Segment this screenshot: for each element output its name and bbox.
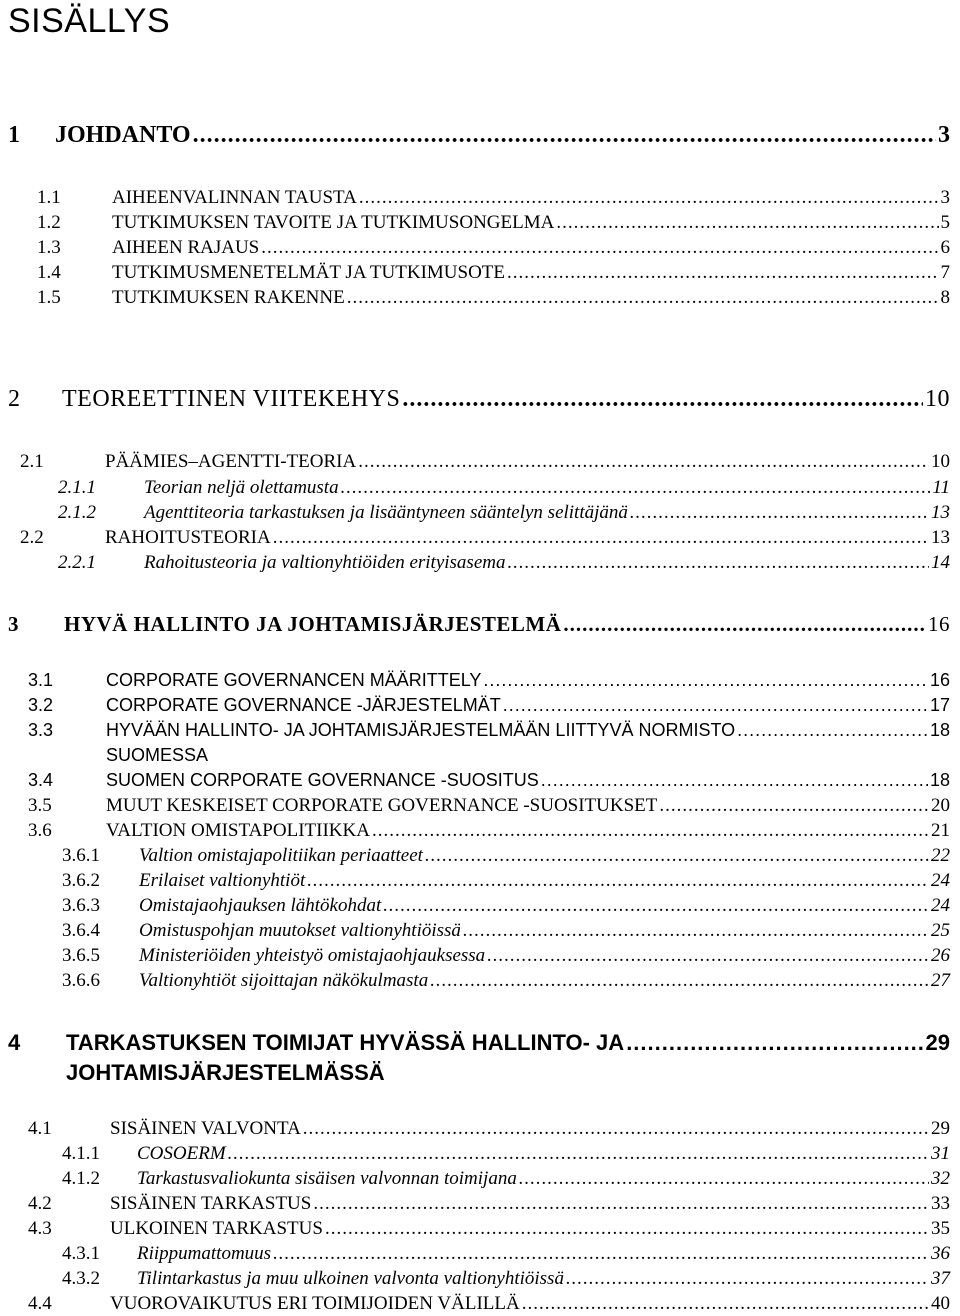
toc-entry[interactable]	[37, 237, 950, 259]
toc-leader	[659, 795, 929, 817]
toc-number: 4.3	[28, 1218, 52, 1239]
toc-page: 24	[931, 870, 950, 891]
toc-label: PÄÄMIES–AGENTTI-TEORIA	[105, 451, 357, 472]
toc-entry[interactable]	[20, 451, 950, 473]
toc-number: 3.5	[28, 795, 52, 816]
toc-leader	[507, 262, 938, 284]
toc-entry[interactable]	[62, 1243, 950, 1265]
toc-number: 3.6	[28, 820, 52, 841]
toc-label: VUOROVAIKUTUS ERI TOIMIJOIDEN VÄLILLÄ	[110, 1293, 520, 1314]
toc-label: TUTKIMUKSEN TAVOITE JA TUTKIMUSONGELMA	[112, 212, 555, 233]
toc-page: 10	[925, 386, 950, 412]
toc-page: 22	[931, 845, 950, 866]
toc-label: Teorian neljä olettamusta	[144, 477, 339, 498]
toc-page: 27	[931, 970, 950, 991]
toc-label: Ministeriöiden yhteistyö omistajaohjauksessa	[139, 945, 486, 966]
toc-leader	[325, 1218, 929, 1240]
toc-entry[interactable]	[8, 1030, 950, 1056]
toc-label: AIHEENVALINNAN TAUSTA	[112, 187, 357, 208]
toc-entry[interactable]	[8, 122, 950, 149]
toc-number: 4.1.2	[62, 1168, 100, 1189]
toc-label: Tilintarkastus ja muu ulkoinen valvonta valtionyhtiöissä	[137, 1268, 564, 1289]
toc-page: 18	[929, 770, 950, 790]
toc-page: 17	[929, 695, 950, 715]
toc-number: 4.2	[28, 1193, 52, 1214]
toc-entry[interactable]	[62, 920, 950, 942]
toc-label: AIHEEN RAJAUS	[112, 237, 260, 258]
toc-entry[interactable]	[58, 502, 950, 524]
toc-entry[interactable]	[28, 1218, 950, 1240]
toc-entry[interactable]	[37, 287, 950, 309]
toc-leader	[303, 1118, 929, 1140]
toc-number: 1.5	[37, 287, 61, 308]
toc-entry[interactable]	[28, 1293, 950, 1315]
toc-leader	[383, 895, 929, 917]
toc-entry[interactable]	[20, 527, 950, 549]
toc-leader	[507, 552, 929, 574]
toc-number: 1.2	[37, 212, 61, 233]
toc-leader	[193, 122, 936, 149]
toc-number: 3.6.2	[62, 870, 100, 891]
toc-number: 3.6.3	[62, 895, 100, 916]
toc-page: 18	[929, 720, 950, 740]
toc-entry[interactable]	[8, 386, 950, 413]
toc-number: 1	[8, 122, 20, 148]
toc-label: HYVÄ HALLINTO JA JOHTAMISJÄRJESTELMÄ	[64, 612, 562, 636]
toc-page: 20	[931, 795, 950, 816]
toc-leader	[307, 870, 929, 892]
toc-number: 3.4	[28, 770, 54, 790]
toc-page: 21	[931, 820, 950, 841]
toc-entry[interactable]	[62, 1168, 950, 1190]
toc-entry[interactable]	[58, 552, 950, 574]
toc-number: 4	[8, 1030, 21, 1055]
page-title: SISÄLLYS	[8, 2, 171, 40]
toc-page: 24	[931, 895, 950, 916]
toc-label: JOHDANTO	[55, 122, 191, 148]
toc-leader	[626, 1030, 923, 1056]
toc-leader	[463, 920, 929, 942]
toc-entry[interactable]	[62, 970, 950, 992]
toc-leader	[273, 1243, 929, 1265]
toc-entry[interactable]	[8, 612, 950, 637]
toc-leader	[487, 945, 929, 967]
toc-leader	[358, 451, 929, 473]
toc-entry[interactable]	[37, 187, 950, 209]
toc-page: 13	[931, 502, 950, 523]
toc-entry[interactable]	[28, 1193, 950, 1215]
toc-label: Omistajaohjauksen lähtökohdat	[139, 895, 382, 916]
toc-number: 1.4	[37, 262, 61, 283]
toc-label: SUOMEN CORPORATE GOVERNANCE -SUOSITUS	[106, 770, 539, 790]
toc-entry-continuation: JOHTAMISJÄRJESTELMÄSSÄ	[66, 1060, 385, 1085]
toc-number: 3.6.6	[62, 970, 100, 991]
toc-label: VALTION OMISTAPOLITIIKKA	[106, 820, 370, 841]
toc-number: 2.2	[20, 527, 44, 548]
toc-label: Omistuspohjan muutokset valtionyhtiöissä	[139, 920, 461, 941]
toc-page: 14	[931, 552, 950, 573]
toc-label: RAHOITUSTEORIA	[105, 527, 271, 548]
toc-leader	[402, 386, 923, 413]
toc-entry[interactable]	[28, 1118, 950, 1140]
toc-entry[interactable]	[28, 770, 950, 791]
toc-label: ULKOINEN TARKASTUS	[110, 1218, 323, 1239]
toc-page: 33	[931, 1193, 950, 1214]
toc-leader	[630, 502, 929, 524]
toc-entry[interactable]	[62, 845, 950, 867]
toc-entry[interactable]	[58, 477, 950, 499]
toc-number: 4.1.1	[62, 1143, 100, 1164]
toc-page: 11	[932, 477, 950, 498]
toc-label: HYVÄÄN HALLINTO- JA JOHTAMISJÄRJESTELMÄÄN LIITTYVÄ NORMISTO	[106, 720, 736, 740]
toc-number: 2.1	[20, 451, 44, 472]
toc-page: 8	[940, 287, 950, 308]
toc-leader	[228, 1143, 929, 1165]
toc-label: TUTKIMUSMENETELMÄT JA TUTKIMUSOTE	[112, 262, 506, 283]
toc-label: MUUT KESKEISET CORPORATE GOVERNANCE -SUOSITUKSET	[106, 795, 658, 816]
toc-number: 3.1	[28, 670, 54, 690]
toc-page: 29	[925, 1030, 950, 1055]
toc-leader	[519, 1168, 929, 1190]
toc-label: Valtion omistajapolitiikan periaatteet	[139, 845, 423, 866]
toc-leader	[563, 612, 926, 637]
toc-leader	[372, 820, 929, 842]
toc-leader	[425, 845, 929, 867]
toc-label: CORPORATE GOVERNANCE -JÄRJESTELMÄT	[106, 695, 501, 715]
toc-page: 35	[931, 1218, 950, 1239]
toc-label: Tarkastusvaliokunta sisäisen valvonnan toimijana	[137, 1168, 517, 1189]
toc-entry-continuation: SUOMESSA	[106, 745, 209, 765]
toc-number: 3.3	[28, 720, 54, 740]
toc-label: Rahoitusteoria ja valtionyhtiöiden erityisasema	[144, 552, 506, 573]
toc-page: 6	[940, 237, 950, 258]
toc-label: Riippumattomuus	[137, 1243, 272, 1264]
toc-number: 1.3	[37, 237, 61, 258]
toc-number: 3.6.1	[62, 845, 100, 866]
toc-page: 29	[931, 1118, 950, 1139]
toc-number: 2.2.1	[58, 552, 96, 573]
toc-entry[interactable]	[62, 870, 950, 892]
toc-label: SISÄINEN TARKASTUS	[110, 1193, 312, 1214]
toc-page: 3	[938, 122, 950, 148]
toc-leader	[359, 187, 939, 209]
toc-entry[interactable]	[28, 795, 950, 817]
toc-entry[interactable]	[28, 670, 950, 691]
toc-entry[interactable]	[62, 1268, 950, 1290]
toc-leader	[737, 720, 928, 741]
toc-page: 25	[931, 920, 950, 941]
toc-page: 16	[928, 612, 950, 636]
toc-leader	[503, 695, 928, 716]
toc-number: 2	[8, 386, 21, 412]
toc-number: 4.3.1	[62, 1243, 100, 1264]
toc-number: 3.6.5	[62, 945, 100, 966]
toc-label: TARKASTUKSEN TOIMIJAT HYVÄSSÄ HALLINTO- JA	[66, 1030, 625, 1055]
toc-page: 37	[931, 1268, 950, 1289]
toc-number: 1.1	[37, 187, 61, 208]
toc-entry[interactable]	[37, 212, 950, 234]
toc-entry[interactable]	[28, 720, 950, 741]
toc-page: 16	[929, 670, 950, 690]
toc-leader	[341, 477, 931, 499]
toc-label: SISÄINEN VALVONTA	[110, 1118, 301, 1139]
toc-leader	[430, 970, 929, 992]
toc-entry[interactable]	[28, 695, 950, 716]
toc-label: CORPORATE GOVERNANCEN MÄÄRITTELY	[106, 670, 482, 690]
toc-number: 3.6.4	[62, 920, 100, 941]
toc-leader	[483, 670, 928, 691]
toc-leader	[347, 287, 939, 309]
toc-page: 5	[940, 212, 950, 233]
toc-page: 7	[940, 262, 950, 283]
toc-leader	[313, 1193, 929, 1215]
toc-entry[interactable]	[28, 820, 950, 842]
toc-leader	[541, 770, 928, 791]
toc-entry[interactable]	[62, 895, 950, 917]
toc-page: 32	[931, 1168, 950, 1189]
toc-label: Agenttiteoria tarkastuksen ja lisääntyneen sääntelyn selittäjänä	[144, 502, 628, 523]
toc-label: TUTKIMUKSEN RAKENNE	[112, 287, 345, 308]
toc-number: 2.1.1	[58, 477, 96, 498]
toc-page: 13	[931, 527, 950, 548]
toc-entry[interactable]	[62, 945, 950, 967]
toc-leader	[273, 527, 929, 549]
toc-page: 10	[931, 451, 950, 472]
toc-entry[interactable]	[37, 262, 950, 284]
toc-entry[interactable]	[62, 1143, 950, 1165]
toc-number: 3.2	[28, 695, 54, 715]
toc-label: COSOERM	[137, 1143, 226, 1164]
toc-label: TEOREETTINEN VIITEKEHYS	[62, 386, 401, 412]
toc-page: 40	[931, 1293, 950, 1314]
toc-page: 26	[931, 945, 950, 966]
toc-number: 2.1.2	[58, 502, 96, 523]
toc-number: 3	[8, 612, 19, 636]
toc-number: 4.1	[28, 1118, 52, 1139]
toc-number: 4.3.2	[62, 1268, 100, 1289]
toc-page: 3	[940, 187, 950, 208]
toc-number: 4.4	[28, 1293, 52, 1314]
toc-leader	[566, 1268, 929, 1290]
toc-leader	[522, 1293, 929, 1315]
toc-label: Valtionyhtiöt sijoittajan näkökulmasta	[139, 970, 429, 991]
toc-page: 36	[931, 1243, 950, 1264]
toc-leader	[556, 212, 938, 234]
toc-page: 31	[931, 1143, 950, 1164]
toc-label: Erilaiset valtionyhtiöt	[139, 870, 306, 891]
toc-leader	[261, 237, 938, 259]
